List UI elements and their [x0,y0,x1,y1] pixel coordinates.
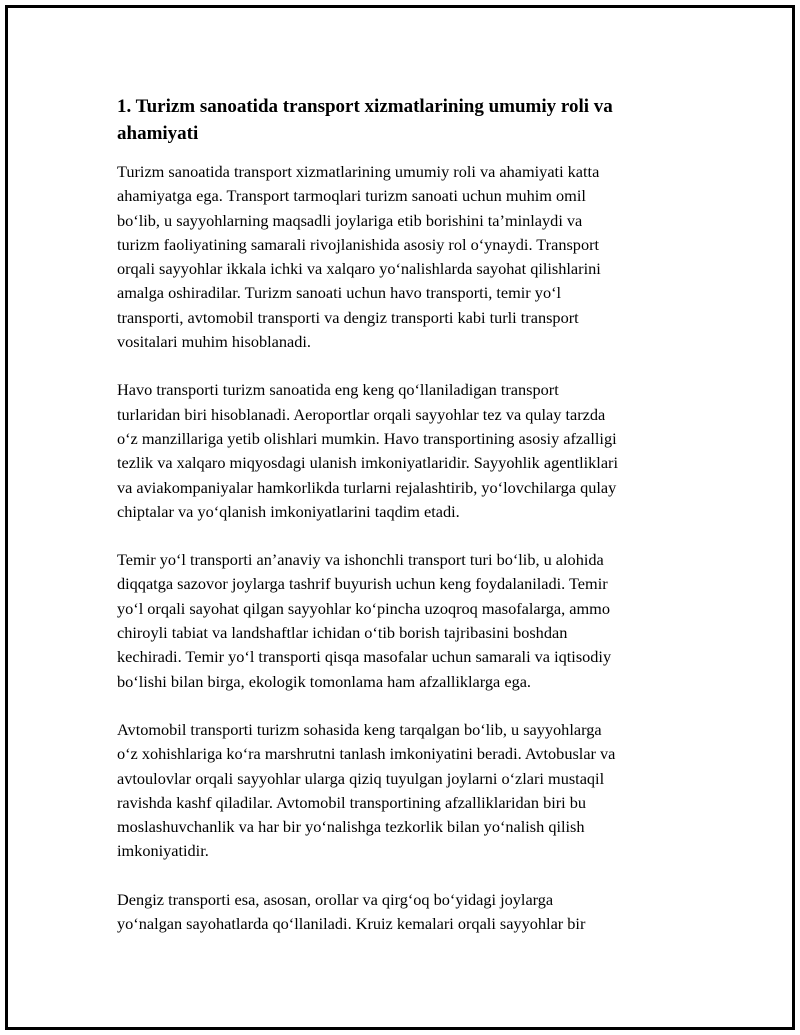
paragraph-line: Avtomobil transporti turizm sohasida keng tarqalgan bo‘lib, u sayyohlarga [117,719,602,739]
paragraph-line: transporti, avtomobil transporti va dengiz transporti kabi turli transport [117,307,579,327]
paragraph-line: chiptalar va yo‘qlanish imkoniyatlarini taqdim etadi. [117,501,460,521]
paragraph-line: avtoulovlar orqali sayyohlar ularga qiziq tuyulgan joylarni o‘zlari mustaqil [117,768,605,788]
paragraph-line: yo‘l orqali sayohat qilgan sayyohlar ko‘pincha uzoqroq masofalarga, ammo [117,598,610,618]
paragraph-line: ahamiyatga ega. Transport tarmoqlari turizm sanoati uchun muhim omil [117,186,586,206]
paragraph [117,160,697,354]
document-body [117,93,697,960]
paragraph-line: moslashuvchanlik va har bir yo‘nalishga tezkorlik bilan yo‘nalish qilish [117,817,585,837]
paragraph-line: turizm faoliyatining samarali rivojlanishida asosiy rol o‘ynaydi. Transport [117,234,600,254]
paragraph-line: chiroyli tabiat va landshaftlar ichidan o‘tib borish tajribasini boshdan [117,623,568,643]
paragraph-line: tezlik va xalqaro miqyosdagi ulanish imkoniyatlaridir. Sayyohlik agentliklari [117,453,618,473]
paragraph [117,718,697,864]
paragraph [117,548,697,694]
paragraph-line: diqqatga sazovor joylarga tashrif buyurish uchun keng foydalaniladi. Temir [117,574,608,594]
paragraph-line: o‘z xohishlariga ko‘ra marshrutni tanlash imkoniyatini beradi. Avtobuslar va [117,744,616,764]
paragraph-line: ravishda kashf qiladilar. Avtomobil transportining afzalliklaridan biri bu [117,792,587,812]
paragraph-line: Turizm sanoatida transport xizmatlarining umumiy roli va ahamiyati katta [117,162,600,181]
paragraph [117,378,697,524]
paragraph-line: turlaridan biri hisoblanadi. Aeroportlar orqali sayyohlar tez va qulay tarzda [117,404,606,424]
paragraph-line: yo‘nalgan sayohatlarda qo‘llaniladi. Kruiz kemalari orqali sayyohlar bir [117,914,586,934]
paragraph-line: Temir yo‘l transporti an’anaviy va ishonchli transport turi bo‘lib, u alohida [117,550,604,570]
paragraph-line: Havo transporti turizm sanoatida eng keng qo‘llaniladigan transport [117,380,559,400]
section-heading: 1. Turizm sanoatida transport xizmatlarining umumiy roli va ahamiyati [117,96,613,144]
paragraph-line: va aviakompaniyalar hamkorlikda turlarni rejalashtirib, yo‘lovchilarga qulay [117,477,617,497]
paragraph [117,888,697,937]
paragraph-line: Dengiz transporti esa, asosan, orollar va qirg‘oq bo‘yidagi joylarga [117,889,554,909]
paragraph-list [117,160,697,936]
paragraph-line: bo‘lishi bilan birga, ekologik tomonlama ham afzalliklarga ega. [117,671,532,691]
paragraph-line: kechiradi. Temir yo‘l transporti qisqa masofalar uchun samarali va iqtisodiy [117,647,612,667]
paragraph-line: vositalari muhim hisoblanadi. [117,332,311,352]
paragraph-line: amalga oshiradilar. Turizm sanoati uchun havo transporti, temir yo‘l [117,283,562,303]
paragraph-line: o‘z manzillariga yetib olishlari mumkin. Havo transportining asosiy afzalligi [117,428,617,448]
paragraph-line: bo‘lib, u sayyohlarning maqsadli joylariga etib borishini ta’minlaydi va [117,210,583,230]
paragraph-line: orqali sayyohlar ikkala ichki va xalqaro yo‘nalishlarda sayohat qilishlarini [117,259,601,279]
paragraph-line: imkoniyatidir. [117,841,209,861]
